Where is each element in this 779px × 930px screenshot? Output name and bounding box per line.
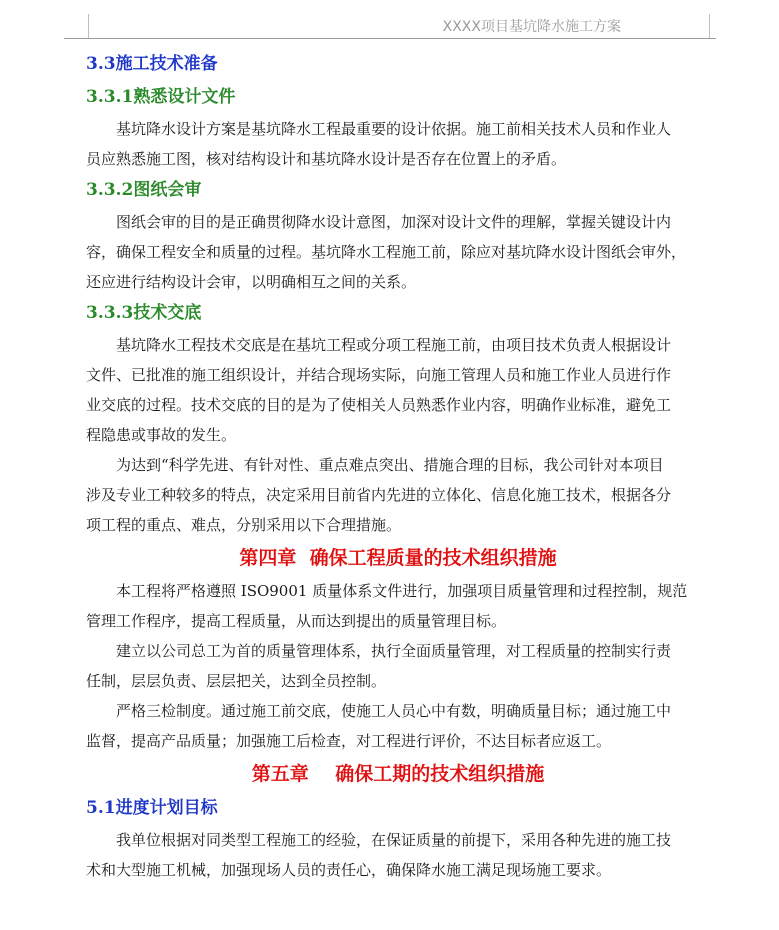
section-3-3-3-title: 3.3.3技术交底 bbox=[86, 303, 202, 323]
document-body bbox=[86, 48, 710, 885]
chapter-4-paragraph-2: 建立以公司总工为首的质量管理体系，执行全面质量管理，对工程质量的控制实行责 任制，层层负责、层层把关，达到全员控制。 bbox=[86, 642, 672, 690]
section-3-3-3-paragraph-2: 为达到“科学先进、有针对性、重点难点突出、措施合理的目标，我公司针对本项目 涉及专业工种较多的特点，决定采用目前省内先进的立体化、信息化施工技术，根据各分 项工程的重点、难点，分别采用以下合理措施。 bbox=[86, 456, 672, 534]
section-3-3-2-paragraph: 图纸会审的目的是正确贯彻降水设计意图，加深对设计文件的理解，掌握关键设计内 容，确保工程安全和质量的过程。基坑降水工程施工前，除应对基坑降水设计图纸会审外， 还应进行结构设计会审，以明确相互之间的关系。 bbox=[86, 213, 687, 291]
section-3-3-1-title: 3.3.1熟悉设计文件 bbox=[86, 87, 236, 107]
section-3-3-3-paragraph-1: 基坑降水工程技术交底是在基坑工程或分项工程施工前，由项目技术负责人根据设计 文件、已批准的施工组织设计，并结合现场实际，向施工管理人员和施工作业人员进行作 业交底的过程。技术交底的目的是为了使相关人员熟悉作业内容，明确作业标准，避免工 程隐患或事故的发生。 bbox=[86, 336, 672, 444]
chapter-4-paragraph-1: 本工程将严格遵照 ISO9001 质量体系文件进行，加强项目质量管理和过程控制，规范 管理工作程序，提高工程质量，从而达到提出的质量管理目标。 bbox=[86, 582, 688, 630]
section-3-3-2-title: 3.3.2图纸会审 bbox=[86, 180, 202, 200]
chapter-4-title: 第四章 确保工程质量的技术组织措施 bbox=[239, 547, 557, 569]
chapter-5-title: 第五章 确保工期的技术组织措施 bbox=[251, 763, 545, 785]
section-3-3-1-paragraph: 基坑降水设计方案是基坑降水工程最重要的设计依据。施工前相关技术人员和作业人 员应熟悉施工图，核对结构设计和基坑降水设计是否存在位置上的矛盾。 bbox=[86, 120, 672, 168]
section-3-3-title: 3.3施工技术准备 bbox=[86, 54, 218, 74]
header-divider bbox=[64, 38, 716, 39]
section-5-1-paragraph: 我单位根据对同类型工程施工的经验，在保证质量的前提下，采用各种先进的施工技 术和大型施工机械，加强现场人员的责任心，确保降水施工满足现场施工要求。 bbox=[86, 831, 672, 879]
section-5-1-title: 5.1进度计划目标 bbox=[86, 798, 218, 818]
header-title: XXXX项目基坑降水施工方案 bbox=[442, 19, 621, 35]
chapter-4-paragraph-3: 严格三检制度。通过施工前交底，使施工人员心中有数，明确质量目标；通过施工中 监督，提高产品质量；加强施工后检查，对工程进行评价，不达目标者应返工。 bbox=[86, 702, 672, 750]
